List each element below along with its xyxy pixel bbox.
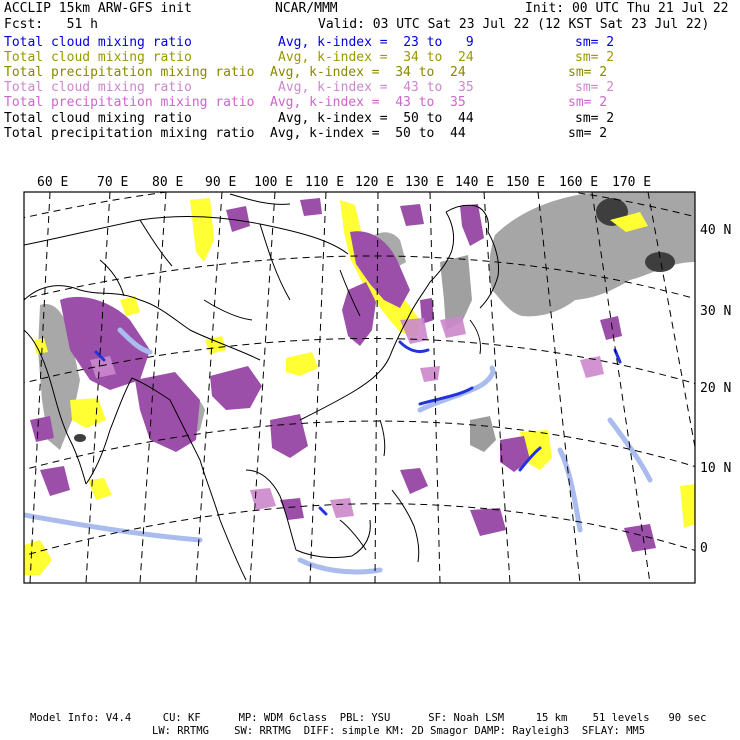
- map-content: [0, 177, 720, 583]
- longitude-labels: [37, 175, 651, 190]
- forecast-hour: Fcst: 51 h: [4, 17, 98, 32]
- latitude-labels: [700, 223, 731, 556]
- legend-sm-3: sm= 2: [568, 65, 608, 80]
- legend-avg-7: Avg, k-index = 50 to 44: [270, 126, 466, 141]
- legend-sm-4: sm= 2: [575, 80, 615, 95]
- legend-name-1: Total cloud mixing ratio: [4, 35, 192, 50]
- legend-name-7: Total precipitation mixing ratio: [4, 126, 255, 141]
- lon-label-90: 90 E: [205, 175, 237, 190]
- center-label: NCAR/MMM: [275, 1, 338, 16]
- legend-sm-2: sm= 2: [575, 50, 615, 65]
- lon-label-80: 80 E: [152, 175, 184, 190]
- lon-label-170: 170 E: [612, 175, 652, 190]
- legend-sm-1: sm= 2: [575, 35, 615, 50]
- lon-label-150: 150 E: [506, 175, 546, 190]
- legend-sm-7: sm= 2: [568, 126, 608, 141]
- lat-label-0: 0: [700, 541, 708, 556]
- legend-name-3: Total precipitation mixing ratio: [4, 65, 255, 80]
- lon-label-60: 60 E: [37, 175, 69, 190]
- legend-avg-4: Avg, k-index = 43 to 35: [278, 80, 474, 95]
- lon-label-110: 110 E: [305, 175, 345, 190]
- legend-avg-6: Avg, k-index = 50 to 44: [278, 111, 474, 126]
- legend-name-5: Total precipitation mixing ratio: [4, 95, 255, 110]
- lat-label-40: 40 N: [700, 223, 732, 238]
- legend-name-6: Total cloud mixing ratio: [4, 111, 192, 126]
- legend-avg-3: Avg, k-index = 34 to 24: [270, 65, 466, 80]
- lat-label-10: 10 N: [700, 461, 732, 476]
- lon-label-130: 130 E: [405, 175, 445, 190]
- legend-avg-5: Avg, k-index = 43 to 35: [270, 95, 466, 110]
- legend-name-4: Total cloud mixing ratio: [4, 80, 192, 95]
- lon-label-120: 120 E: [355, 175, 395, 190]
- lon-label-140: 140 E: [455, 175, 495, 190]
- legend-sm-6: sm= 2: [575, 111, 615, 126]
- legend-sm-5: sm= 2: [568, 95, 608, 110]
- product-title: ACCLIP 15km ARW-GFS init: [4, 1, 192, 16]
- legend-avg-2: Avg, k-index = 34 to 24: [278, 50, 474, 65]
- model-info-line2: LW: RRTMG SW: RRTMG DIFF: simple KM: 2D Smagor DAMP: Rayleigh3 SFLAY: MM5: [152, 725, 646, 737]
- lon-label-160: 160 E: [559, 175, 599, 190]
- valid-time: Valid: 03 UTC Sat 23 Jul 22 (12 KST Sat 23 Jul 22): [318, 17, 710, 32]
- model-info-line1: Model Info: V4.4 CU: KF MP: WDM 6class PBL: YSU SF: Noah LSM 15 km 51 levels 90 sec: [30, 712, 707, 724]
- init-time: Init: 00 UTC Thu 21 Jul 22: [525, 1, 729, 16]
- legend-name-2: Total cloud mixing ratio: [4, 50, 192, 65]
- legend-avg-1: Avg, k-index = 23 to 9: [278, 35, 474, 50]
- lon-label-70: 70 E: [97, 175, 129, 190]
- lon-label-100: 100 E: [254, 175, 294, 190]
- lat-label-20: 20 N: [700, 381, 732, 396]
- lat-label-30: 30 N: [700, 304, 732, 319]
